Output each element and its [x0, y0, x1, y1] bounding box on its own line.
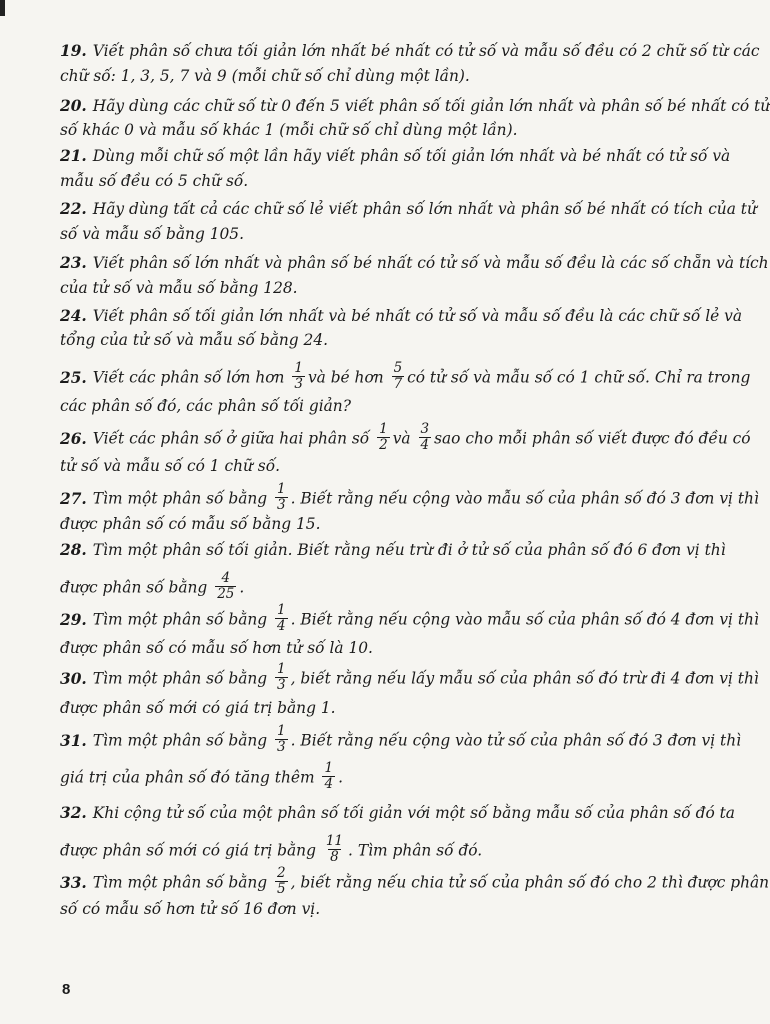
fraction — [292, 361, 305, 392]
problem-line — [60, 223, 708, 245]
problem-text: được phân số mới có giá trị bằng — [60, 841, 316, 860]
problem-number: 29. — [60, 610, 87, 629]
problem-line — [60, 252, 769, 274]
problem-text: , biết rằng nếu chia tử số của phân số đó cho 2 thì được phân — [290, 873, 770, 892]
problem-number: 30. — [60, 669, 87, 688]
problem-text: Tìm một phân số tối giản. Biết rằng nếu trừ đi ở tử số của phân số đó 6 đơn vị thì — [92, 541, 726, 559]
problem-text: Hãy dùng các chữ số từ 0 đến 5 viết phân số tối giản lớn nhất và phân số bé nhất có tử — [92, 97, 770, 115]
fraction-denominator: 3 — [277, 497, 286, 513]
fraction-numerator: 1 — [277, 661, 286, 677]
problem-number: 19. — [60, 42, 87, 60]
problem-number: 24. — [60, 307, 87, 325]
fraction-numerator: 3 — [420, 421, 430, 437]
problem-text: Viết các phân số ở giữa hai phân số — [92, 429, 370, 448]
problem-text: Viết phân số chưa tối giản lớn nhất bé nhất có tử số và mẫu số đều có 2 chữ số từ các — [92, 42, 760, 60]
fraction-numerator: 1 — [277, 723, 286, 739]
problem-line — [60, 481, 759, 515]
fraction-numerator: 1 — [277, 481, 286, 497]
problem-text: mẫu số đều có 5 chữ số. — [60, 172, 249, 190]
problem-line — [60, 65, 708, 87]
fraction-denominator: 3 — [294, 376, 303, 392]
problem-text: Dùng mỗi chữ số một lần hãy viết phân số tối giản lớn nhất và bé nhất có tử số và — [92, 147, 731, 165]
problem-text: . — [239, 578, 245, 597]
problem-line — [60, 570, 708, 604]
problem-text: được phân số có mẫu số bằng 15. — [60, 515, 321, 533]
problem-text: các phân số đó, các phân số tối giản? — [60, 397, 351, 415]
fraction-denominator: 8 — [330, 849, 339, 865]
problem-text: của tử số và mẫu số bằng 128. — [60, 279, 298, 297]
problem-text: , biết rằng nếu lấy mẫu số của phân số đó trừ đi 4 đơn vị thì — [290, 669, 759, 688]
fraction-denominator: 2 — [379, 437, 388, 453]
problem-text: giá trị của phân số đó tăng thêm — [60, 768, 315, 787]
fraction-numerator: 1 — [379, 421, 388, 437]
fraction-numerator: 5 — [393, 360, 403, 376]
problem-text: . Tìm phân số đó. — [348, 841, 483, 860]
problem-text: Hãy dùng tất cả các chữ số lẻ viết phân số lớn nhất và phân số bé nhất có tích của tử — [92, 200, 757, 218]
problem-text: Viết các phân số lớn hơn — [92, 368, 285, 387]
fraction — [377, 422, 390, 453]
problem-number: 22. — [60, 200, 87, 218]
problem-line — [60, 637, 708, 659]
fraction-denominator: 3 — [277, 677, 286, 693]
problem-line — [60, 119, 708, 141]
fraction-denominator: 4 — [277, 618, 286, 634]
problem-number: 26. — [60, 429, 87, 448]
problem-text: Viết phân số tối giản lớn nhất và bé nhất có tử số và mẫu số đều là các chữ số lẻ và — [92, 307, 743, 325]
problem-number: 32. — [60, 804, 87, 822]
problem-text: tử số và mẫu số có 1 chữ số. — [60, 457, 281, 475]
problem-line — [60, 697, 708, 719]
fraction — [215, 571, 236, 602]
problem-text: chữ số: 1, 3, 5, 7 và 9 (mỗi chữ số chỉ dùng một lần). — [60, 67, 470, 85]
problem-text: được phân số bằng — [60, 578, 208, 597]
problem-number: 31. — [60, 731, 87, 750]
fraction — [275, 662, 288, 693]
problem-line — [60, 455, 708, 477]
problem-number: 20. — [60, 97, 87, 115]
problem-line — [60, 395, 708, 417]
problem-text: Khi cộng tử số của một phân số tối giản với một số bằng mẫu số của phân số đó ta — [92, 804, 735, 822]
fraction — [322, 761, 335, 792]
fraction-denominator: 4 — [324, 776, 334, 792]
problem-text: . Biết rằng nếu cộng vào mẫu số của phân số đó 3 đơn vị thì — [290, 489, 759, 508]
problem-line — [60, 170, 708, 192]
problem-line — [60, 305, 743, 327]
problem-line — [60, 865, 770, 899]
problem-line — [60, 661, 759, 695]
problem-line — [60, 40, 760, 62]
problem-line — [60, 760, 708, 794]
fraction-denominator: 7 — [393, 376, 403, 392]
problem-text: . Biết rằng nếu cộng vào tử số của phân số đó 3 đơn vị thì — [290, 731, 742, 750]
problem-line — [60, 198, 757, 220]
fraction — [275, 603, 288, 634]
fraction-denominator: 25 — [217, 586, 235, 602]
fraction-numerator: 2 — [277, 865, 286, 881]
problem-text: sao cho mỗi phân số viết được đó đều có — [434, 429, 751, 448]
problem-line — [60, 145, 731, 167]
problem-text: có tử số và mẫu số có 1 chữ số. Chỉ ra trong — [407, 368, 751, 387]
fraction-numerator: 1 — [324, 760, 334, 776]
fraction — [419, 422, 432, 453]
problem-text: số khác 0 và mẫu số khác 1 (mỗi chữ số chỉ dùng một lần). — [60, 121, 518, 139]
problem-line — [60, 723, 742, 757]
fraction — [275, 866, 288, 897]
problem-line — [60, 539, 726, 561]
problem-text: và — [392, 429, 411, 448]
problem-text: Tìm một phân số bằng — [92, 669, 268, 688]
problem-number: 27. — [60, 489, 87, 508]
fraction — [275, 724, 288, 755]
problem-text: . Biết rằng nếu cộng vào mẫu số của phân số đó 4 đơn vị thì — [290, 610, 759, 629]
page-number: 8 — [62, 981, 71, 998]
fraction — [392, 361, 405, 392]
problem-number: 25. — [60, 368, 87, 387]
problem-line — [60, 833, 708, 867]
fraction-denominator: 4 — [420, 437, 430, 453]
problem-number: 21. — [60, 147, 87, 165]
problem-line — [60, 513, 708, 535]
problem-line — [60, 360, 751, 394]
problem-line — [60, 602, 759, 636]
problem-text: Tìm một phân số bằng — [92, 610, 268, 629]
fraction-numerator: 1 — [277, 602, 286, 618]
problem-line — [60, 329, 708, 351]
problem-text: được phân số có mẫu số hơn tử số là 10. — [60, 639, 373, 657]
fraction-denominator: 3 — [277, 739, 286, 755]
fraction-denominator: 5 — [277, 881, 286, 897]
problem-number: 28. — [60, 541, 87, 559]
problem-text: số có mẫu số hơn tử số 16 đơn vị. — [60, 900, 321, 918]
fraction — [324, 834, 345, 865]
problem-text: Tìm một phân số bằng — [92, 731, 268, 750]
problem-line — [60, 277, 708, 299]
problem-number: 23. — [60, 254, 87, 272]
problem-text: Tìm một phân số bằng — [92, 489, 268, 508]
fraction — [275, 482, 288, 513]
fraction-numerator: 4 — [221, 570, 231, 586]
problem-line — [60, 802, 735, 824]
problem-line — [60, 95, 770, 117]
problem-line — [60, 898, 708, 920]
problem-text: và bé hơn — [307, 368, 384, 387]
fraction-numerator: 11 — [325, 833, 344, 849]
page-corner-mark — [0, 0, 5, 16]
problem-text: tổng của tử số và mẫu số bằng 24. — [60, 331, 329, 349]
problem-number: 33. — [60, 873, 87, 892]
problem-line — [60, 421, 751, 455]
fraction-numerator: 1 — [294, 360, 303, 376]
problem-text: . — [338, 768, 343, 787]
problem-text: Viết phân số lớn nhất và phân số bé nhất có tử số và mẫu số đều là các số chẵn và tích — [92, 254, 769, 272]
problem-text: được phân số mới có giá trị bằng 1. — [60, 699, 336, 717]
problem-text: số và mẫu số bằng 105. — [60, 225, 244, 243]
problem-text: Tìm một phân số bằng — [92, 873, 268, 892]
